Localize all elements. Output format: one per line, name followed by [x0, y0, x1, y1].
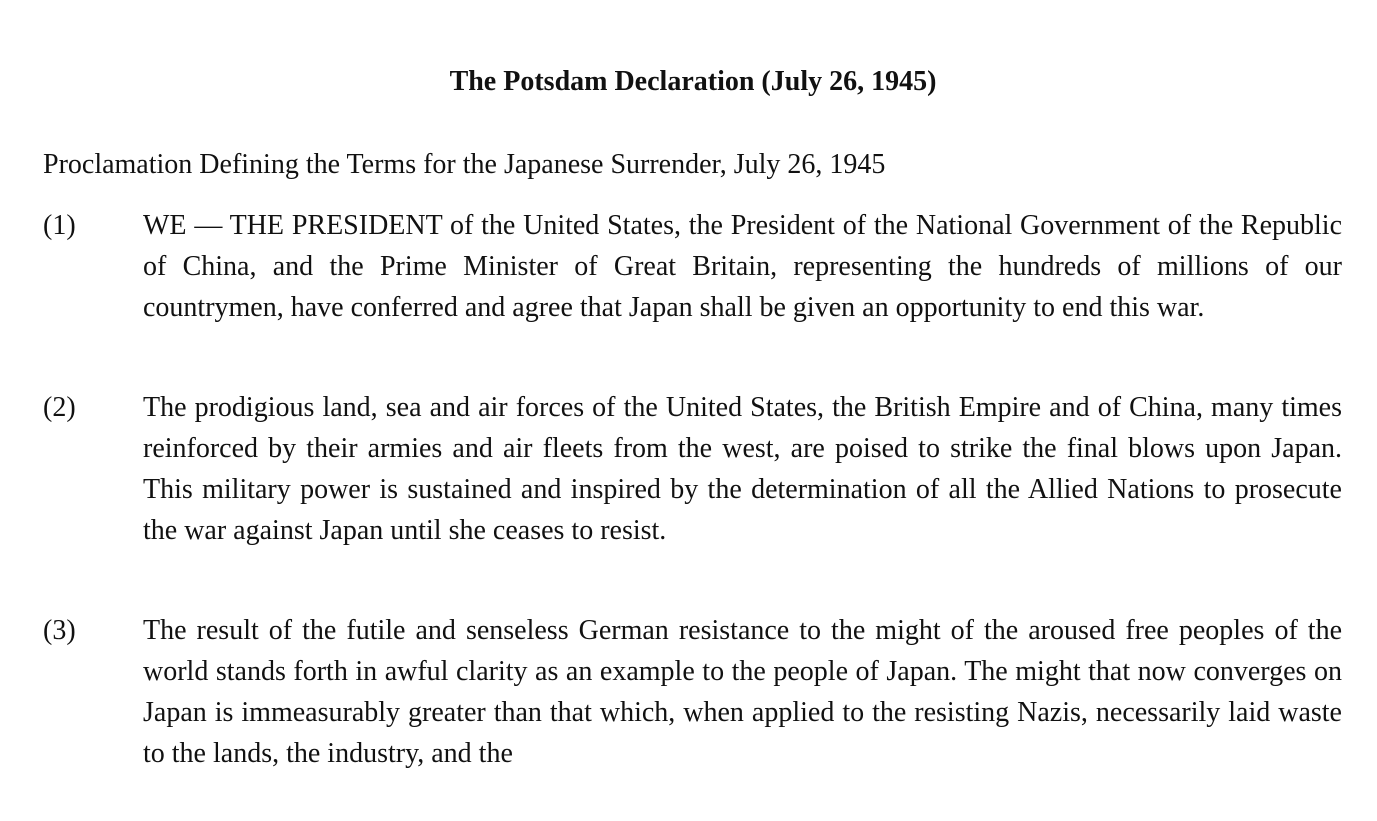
paragraph-text: The prodigious land, sea and air forces of the United States, the British Empire and of China, many times reinforced by their armies and air fleets from the west, are poised to strike the final blows upon Japan. This military power is sustained and inspired by the determination of all the Allied Nations to prosecute the war against Japan until she ceases to resist.	[143, 392, 1342, 546]
paragraph-text: WE — THE PRESIDENT of the United States, the President of the National Government of the Republic of China, and the Prime Minister of Great Britain, representing the hundreds of millions of our countrymen, have conferred and agree that Japan shall be given an opportunity to end this war.	[143, 210, 1342, 323]
document-subtitle: Proclamation Defining the Terms for the Japanese Surrender, July 26, 1945	[43, 149, 886, 180]
paragraph-number: (3)	[43, 615, 76, 646]
paragraph-number: (2)	[43, 392, 76, 423]
paragraph-number: (1)	[43, 210, 76, 241]
document-title: The Potsdam Declaration (July 26, 1945)	[449, 66, 937, 97]
paragraph-text: The result of the futile and senseless German resistance to the might of the aroused free peoples of the world stands forth in awful clarity as an example to the people of Japan. The might that now converges on Japan is immeasurably greater than that which, when applied to the resisting Nazis, necessarily laid waste to the lands, the industry, and the	[143, 615, 1342, 769]
